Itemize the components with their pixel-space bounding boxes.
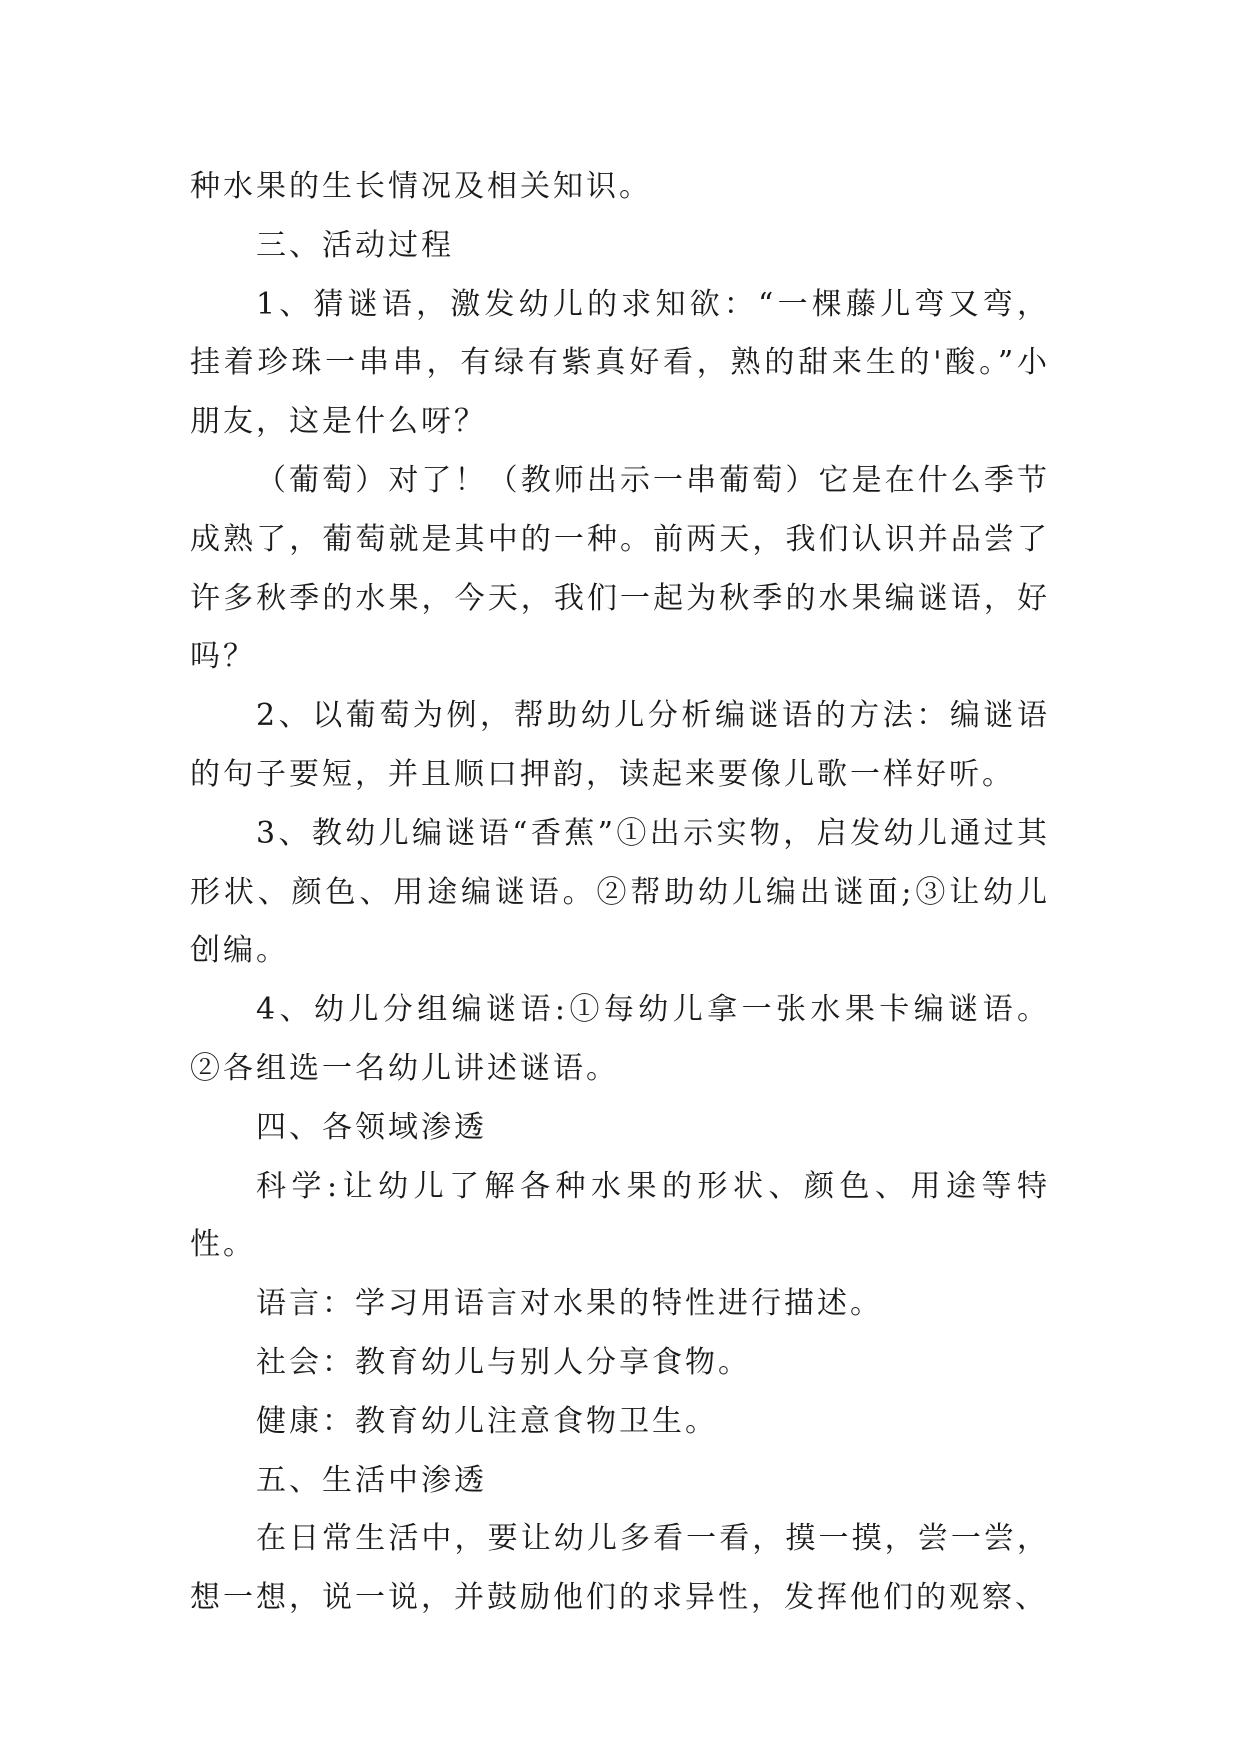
paragraph-daily-life: 在日常生活中，要让幼儿多看一看，摸一摸，尝一尝，想一想，说一说，并鼓励他们的求异性，发挥他们的观察、 [190,1521,1050,1616]
document-body [190,158,1050,1628]
paragraph-society: 社会：教育幼儿与别人分享食物。 [256,1344,751,1380]
paragraph-step-4-groups: 4、幼儿分组编谜语:①每幼儿拿一张水果卡编谜语。②各组选一名幼儿讲述谜语。 [190,992,1050,1086]
paragraph-continuation: 种水果的生长情况及相关知识。 [190,169,652,204]
section-heading-activity-process: 三、活动过程 [256,227,454,263]
paragraph-step-2-method: 2、以葡萄为例，帮助幼儿分析编谜语的方法：编谜语的句子要短，并且顺口押韵，读起来要像儿歌一样好听。 [190,698,1050,792]
paragraph-step-1-riddle: 1、猜谜语，激发幼儿的求知欲：“一棵藤儿弯又弯，挂着珍珠一串串，有绿有紫真好看，熟的甜来生的'酸。”小朋友，这是什么呀？ [190,286,1050,440]
section-heading-domains: 四、各领域渗透 [256,1109,487,1145]
paragraph-grape-intro: （葡萄）对了！（教师出示一串葡萄）它是在什么季节成熟了，葡萄就是其中的一种。前两天，我们认识并品尝了许多秋季的水果，今天，我们一起为秋季的水果编谜语，好吗？ [190,462,1050,675]
paragraph-language: 语言：学习用语言对水果的特性进行描述。 [256,1286,883,1322]
paragraph-step-3-banana: 3、教幼儿编谜语“香蕉”①出示实物，启发幼儿通过其形状、颜色、用途编谜语。②帮助幼儿编出谜面;③让幼儿创编。 [190,815,1050,969]
paragraph-science: 科学:让幼儿了解各种水果的形状、颜色、用途等特性。 [190,1168,1050,1263]
section-heading-daily-life: 五、生活中渗透 [256,1462,487,1498]
paragraph-health: 健康：教育幼儿注意食物卫生。 [256,1403,718,1439]
